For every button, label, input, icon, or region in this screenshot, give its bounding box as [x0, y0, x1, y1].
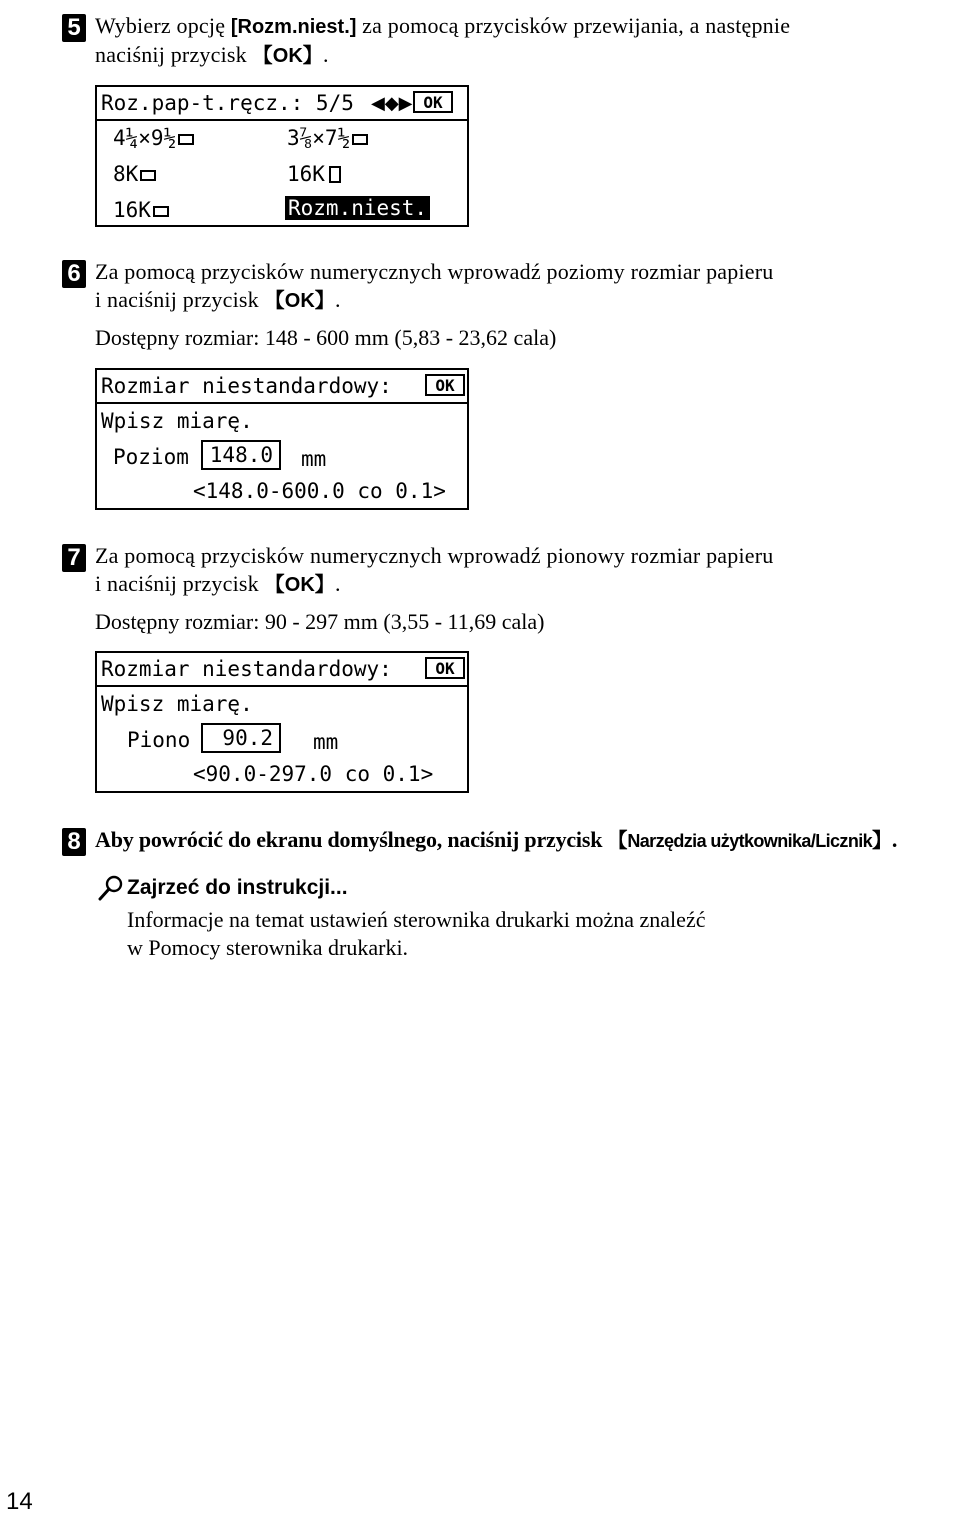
horizontal-size-input[interactable]: 148.0: [201, 440, 281, 470]
step-number-badge: 5: [62, 14, 86, 42]
vertical-size-input[interactable]: 90.2: [201, 723, 281, 753]
lcd-paper-size-screen: [95, 85, 469, 227]
unit-label: mm: [313, 730, 339, 754]
magnifier-icon: [97, 874, 125, 902]
page-number: 14: [6, 1488, 33, 1515]
size-option[interactable]: 16K: [113, 197, 169, 223]
lcd-title: Rozmiar niestandardowy:: [101, 657, 392, 681]
landscape-icon: [178, 134, 194, 145]
ok-key-label: OK: [284, 290, 315, 312]
range-hint: <148.0-600.0 co 0.1>: [193, 479, 446, 503]
note-body: Informacje na temat ustawień sterownika drukarki można znaleźć w Pomocy sterownika drukarki.: [127, 907, 706, 960]
size-option[interactable]: 3⅞×7½: [287, 125, 368, 151]
lcd-title: Rozmiar niestandardowy:: [101, 374, 392, 398]
size-option[interactable]: 16K: [287, 161, 341, 187]
field-label: Piono: [127, 728, 191, 752]
note-title: Zajrzeć do instrukcji...: [127, 876, 348, 899]
key-label: Narzędzia użytkownika/Licznik: [627, 831, 873, 851]
landscape-icon: [140, 170, 156, 181]
lcd-horizontal-size-screen: [95, 368, 469, 510]
step-number-badge: 7: [62, 544, 86, 572]
lcd-header: [97, 653, 467, 687]
lcd-prompt: Wpisz miarę.: [101, 409, 253, 433]
unit-label: mm: [301, 447, 327, 471]
size-option-selected[interactable]: Rozm.niest.: [285, 195, 430, 221]
size-option[interactable]: 8K: [113, 161, 156, 187]
available-range-text: Dostępny rozmiar: 90 - 297 mm (3,55 - 11,69 cala): [95, 609, 545, 634]
lcd-vertical-size-screen: [95, 651, 469, 793]
lcd-header: [97, 370, 467, 404]
ok-key-label: OK: [284, 574, 315, 596]
lcd-prompt: Wpisz miarę.: [101, 692, 253, 716]
key-label: [Rozm.niest.]: [230, 16, 357, 38]
lcd-header: [97, 87, 467, 121]
step-number-badge: 8: [62, 828, 86, 856]
step-text: Za pomocą przycisków numerycznych wprowadź poziomy rozmiar papieru i naciśnij przycisk 【OK】.: [95, 259, 774, 312]
size-option[interactable]: 4¼×9½: [113, 125, 194, 151]
step-number-badge: 6: [62, 260, 86, 288]
lcd-title: Roz.pap-t.ręcz.: 5/5: [101, 91, 354, 115]
scroll-arrows-icon: ◀◆▶: [371, 93, 413, 114]
available-range-text: Dostępny rozmiar: 148 - 600 mm (5,83 - 23,62 cala): [95, 325, 557, 350]
step-text: Wybierz opcję [Rozm.niest.] za pomocą przycisków przewijania, a następnie naciśnij przycisk 【OK】.: [95, 13, 791, 67]
range-hint: <90.0-297.0 co 0.1>: [193, 762, 434, 786]
ok-indicator: OK: [425, 374, 465, 396]
ok-indicator: OK: [413, 91, 453, 113]
step-text: Za pomocą przycisków numerycznych wprowadź pionowy rozmiar papieru i naciśnij przycisk 【OK】.: [95, 543, 774, 596]
ok-key-label: OK: [272, 45, 303, 67]
field-label: Poziom: [113, 445, 189, 469]
landscape-icon: [153, 206, 169, 217]
step-text: Aby powrócić do ekranu domyślnego, naciśnij przycisk 【Narzędzia użytkownika/Licznik】.: [95, 827, 898, 852]
landscape-icon: [352, 134, 368, 145]
ok-indicator: OK: [425, 657, 465, 679]
portrait-icon: [329, 166, 341, 183]
